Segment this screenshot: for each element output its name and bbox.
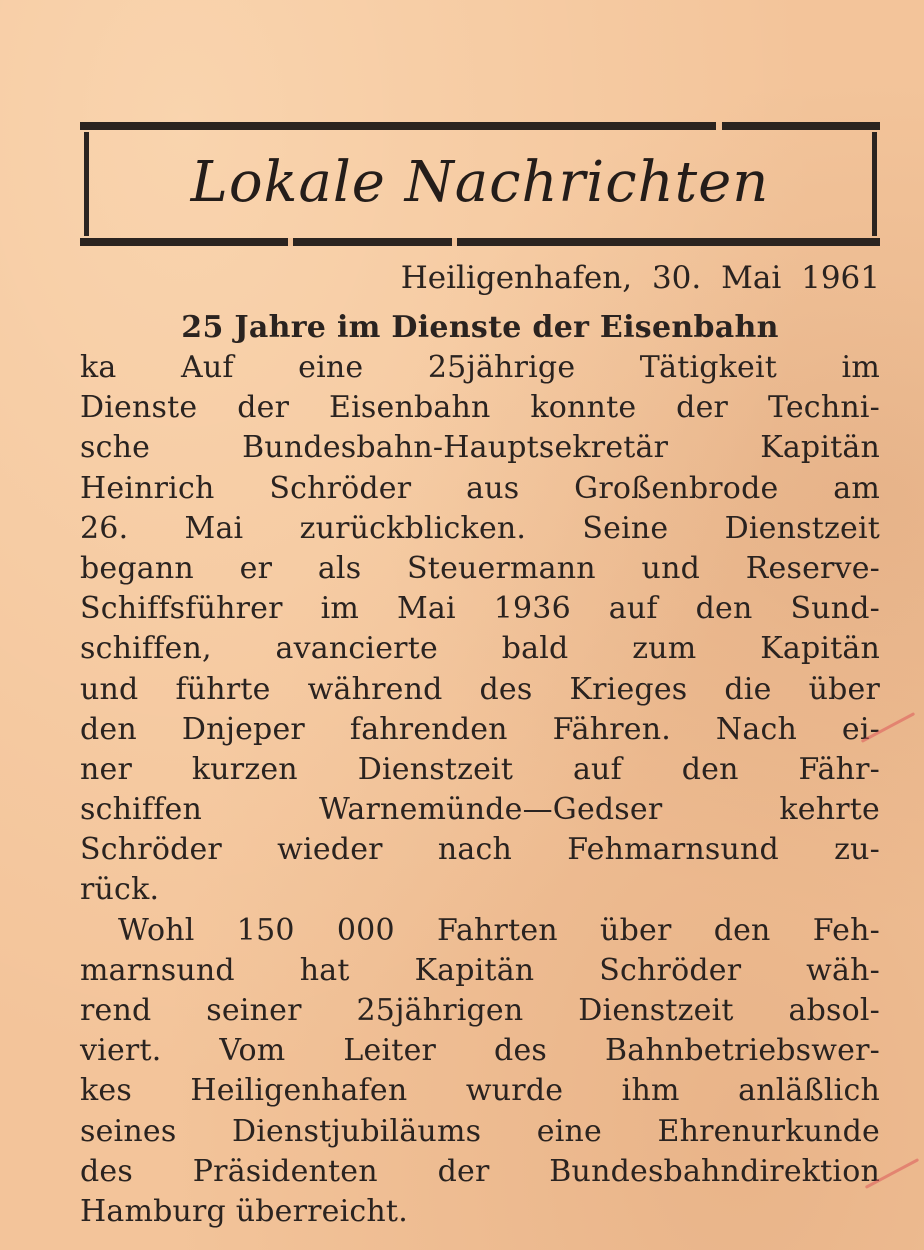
masthead-bottom-rule-gap xyxy=(288,238,293,246)
body-line: ner kurzen Dienstzeit auf den Fähr- xyxy=(80,751,880,787)
body-line: den Dnjeper fahrenden Fähren. Nach ei- xyxy=(80,711,880,747)
newspaper-clipping xyxy=(80,118,880,1238)
body-line: und führte während des Krieges die über xyxy=(80,671,880,707)
body-line: des Präsidenten der Bundesbahndirektion xyxy=(80,1153,880,1189)
masthead-top-rule xyxy=(80,122,880,130)
body-line: Heinrich Schröder aus Großenbrode am xyxy=(80,470,880,506)
masthead-top-rule-gap xyxy=(716,122,722,130)
body-line: schiffen Warnemünde—Gedser kehrte xyxy=(80,792,880,828)
body-line: schiffen, avancierte bald zum Kapitän xyxy=(80,631,880,667)
body-line: kes Heiligenhafen wurde ihm anläßlich xyxy=(80,1073,880,1109)
masthead-bottom-rule-gap xyxy=(452,238,457,246)
body-line: Dienste der Eisenbahn konnte der Techni- xyxy=(80,390,880,426)
body-line: Schiffsführer im Mai 1936 auf den Sund- xyxy=(80,591,880,627)
masthead-bottom-rule xyxy=(80,238,880,246)
body-line: viert. Vom Leiter des Bahnbetriebswer- xyxy=(80,1033,880,1069)
body-line: seines Dienstjubiläums eine Ehrenurkunde xyxy=(80,1113,880,1149)
body-line: Wohl 150 000 Fahrten über den Feh- xyxy=(118,912,880,948)
body-line: rück. xyxy=(80,872,160,908)
masthead xyxy=(80,118,880,250)
body-line: ka Auf eine 25jährige Tätigkeit im xyxy=(80,350,880,385)
body-line: Hamburg überreicht. xyxy=(80,1193,408,1229)
article-body xyxy=(80,348,880,1232)
body-line: begann er als Steuermann und Reserve- xyxy=(80,550,880,586)
body-line: 26. Mai zurückblicken. Seine Dienstzeit xyxy=(80,510,880,546)
body-line: sche Bundesbahn-Hauptsekretär Kapitän xyxy=(80,430,880,466)
body-line: marnsund hat Kapitän Schröder wäh- xyxy=(80,952,880,988)
dateline: Heiligenhafen, 30. Mai 1961 xyxy=(400,260,880,296)
section-title: Lokale Nachrichten xyxy=(190,150,770,215)
body-line: Schröder wieder nach Fehmarnsund zu- xyxy=(80,832,880,868)
body-line: rend seiner 25jährigen Dienstzeit absol- xyxy=(80,993,880,1028)
article-headline: 25 Jahre im Dienste der Eisenbahn xyxy=(181,310,779,345)
